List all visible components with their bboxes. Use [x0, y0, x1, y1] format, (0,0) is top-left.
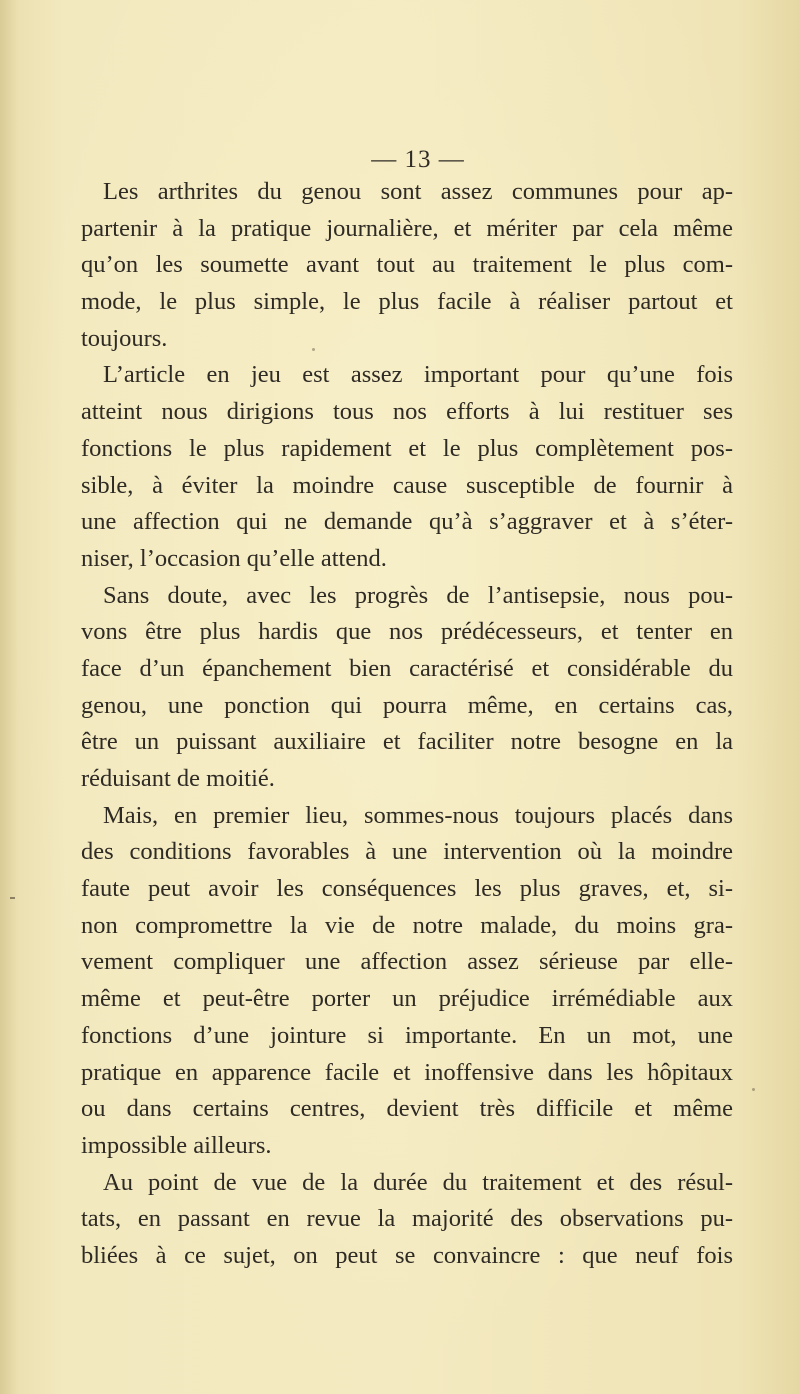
text-line: Au point de vue de la durée du traitement et des résul- [103, 1168, 733, 1196]
text-line: Sans doute, avec les progrès de l’antisepsie, nous pou- [103, 581, 733, 609]
text-line: réduisant de moitié. [81, 765, 275, 792]
text-line: même et peut-être porter un préjudice irrémédiable aux [81, 985, 733, 1013]
text-line: vons être plus hardis que nos prédécesseurs, et tenter en [81, 618, 733, 646]
text-line: toujours. [81, 324, 168, 352]
text-line: Mais, en premier lieu, sommes-nous toujours placés dans [103, 801, 733, 829]
page-number: — 13 — [371, 146, 465, 173]
text-line: une affection qui ne demande qu’à s’aggraver et à s’éter- [81, 508, 733, 536]
text-line: Les arthrites du genou sont assez communes pour ap- [103, 178, 733, 205]
text-line: impossible ailleurs. [81, 1131, 272, 1159]
text-line: qu’on les soumette avant tout au traitement le plus com- [81, 251, 733, 279]
text-line: fonctions le plus rapidement et le plus complètement pos- [81, 434, 733, 462]
page-gutter-shadow [0, 0, 18, 1394]
text-line: tats, en passant en revue la majorité des observations pu- [81, 1205, 733, 1233]
text-line: non compromettre la vie de notre malade, du moins gra- [81, 911, 733, 939]
text-line: des conditions favorables à une intervention où la moindre [81, 838, 733, 866]
text-line: L’article en jeu est assez important pour qu’une fois [103, 361, 733, 389]
text-line: vement compliquer une affection assez sérieuse par elle- [81, 948, 733, 976]
text-line: être un puissant auxiliaire et faciliter notre besogne en la [81, 728, 733, 756]
text-line: ou dans certains centres, devient très difficile et même [81, 1095, 733, 1123]
text-line: fonctions d’une jointure si importante. En un mot, une [81, 1021, 733, 1049]
text-line: pratique en apparence facile et inoffensive dans les hôpitaux [81, 1058, 733, 1086]
text-line: atteint nous dirigions tous nos efforts à lui restituer ses [81, 398, 733, 426]
text-line: sible, à éviter la moindre cause susceptible de fournir à [81, 471, 733, 499]
text-line: genou, une ponction qui pourra même, en certains cas, [81, 691, 733, 719]
text-line: niser, l’occasion qu’elle attend. [81, 544, 387, 572]
text-line: bliées à ce sujet, on peut se convaincre : que neuf fois [81, 1241, 733, 1269]
paper-speck [752, 1088, 755, 1091]
text-line: partenir à la pratique journalière, et mériter par cela même [81, 214, 733, 242]
text-line: faute peut avoir les conséquences les plus graves, et, si- [81, 875, 733, 903]
body-text [81, 174, 733, 1275]
margin-mark [10, 897, 15, 899]
text-line: mode, le plus simple, le plus facile à réaliser partout et [81, 288, 733, 316]
text-line: face d’un épanchement bien caractérisé et considérable du [81, 654, 733, 682]
